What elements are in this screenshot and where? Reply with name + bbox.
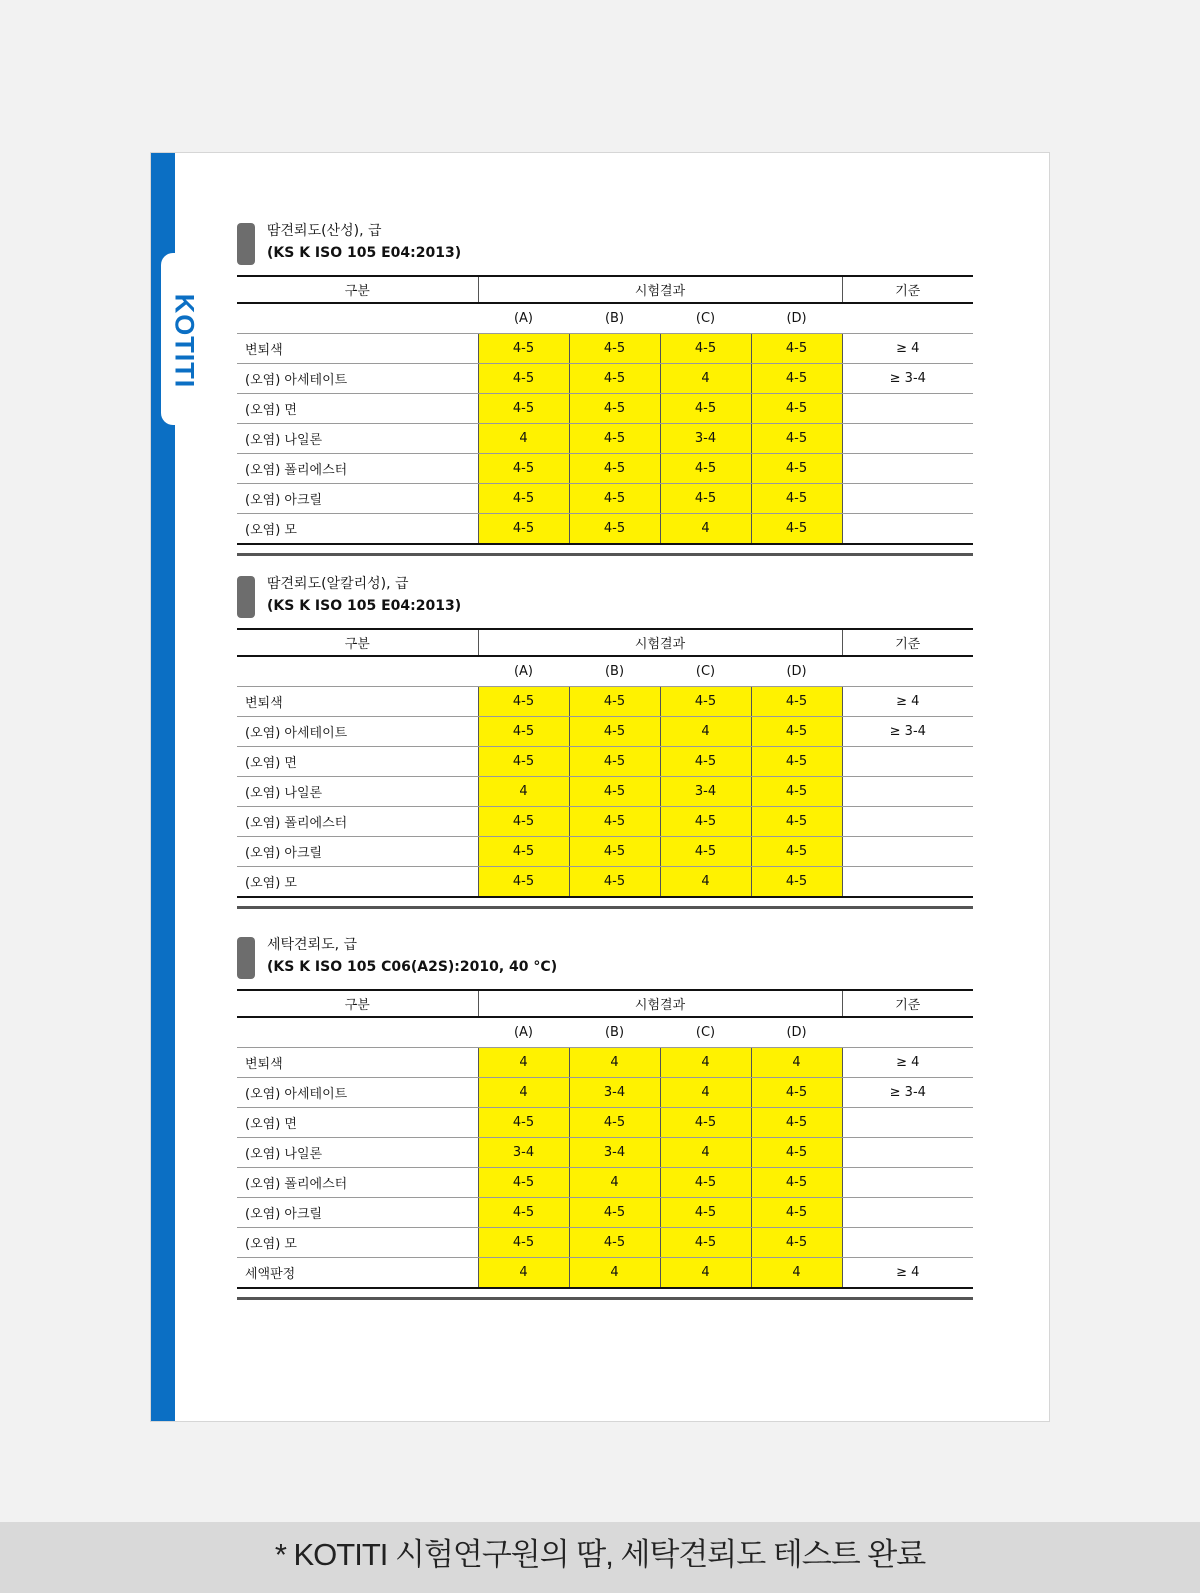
row-label: (오염) 아크릴 — [237, 1198, 478, 1228]
header-criterion: 기준 — [842, 990, 973, 1017]
section-marker — [237, 937, 255, 979]
row-label: (오염) 폴리에스터 — [237, 454, 478, 484]
criterion-value — [842, 807, 973, 837]
criterion-value: ≥ 4 — [842, 334, 973, 364]
table-row — [237, 514, 973, 545]
criterion-value — [842, 1228, 973, 1258]
table-row — [237, 777, 973, 807]
grade-value: 4-5 — [660, 837, 751, 867]
header-criterion: 기준 — [842, 629, 973, 656]
grade-value: 4-5 — [751, 364, 842, 394]
empty-cell — [237, 303, 478, 334]
row-label: (오염) 나일론 — [237, 1138, 478, 1168]
criterion-value: ≥ 4 — [842, 687, 973, 717]
table-row — [237, 454, 973, 484]
criterion-value — [842, 484, 973, 514]
criterion-value — [842, 837, 973, 867]
grade-value: 4-5 — [660, 687, 751, 717]
row-label: (오염) 아세테이트 — [237, 1078, 478, 1108]
grade-value: 4-5 — [478, 747, 569, 777]
grade-value: 4 — [751, 1258, 842, 1289]
grade-value: 4-5 — [751, 1198, 842, 1228]
table-row — [237, 364, 973, 394]
row-label: 세액판정 — [237, 1258, 478, 1289]
criterion-value — [842, 1168, 973, 1198]
sample-label: (A) — [478, 303, 569, 334]
section-title: 세탁견뢰도, 급 — [267, 937, 358, 953]
row-label: (오염) 아세테이트 — [237, 717, 478, 747]
grade-value: 4-5 — [569, 334, 660, 364]
criterion-value — [842, 394, 973, 424]
results-table — [237, 628, 973, 898]
sample-label: (D) — [751, 1017, 842, 1048]
grade-value: 4-5 — [751, 867, 842, 898]
grade-value: 4-5 — [660, 1168, 751, 1198]
grade-value: 4-5 — [751, 687, 842, 717]
grade-value: 4-5 — [751, 484, 842, 514]
sample-label-row — [237, 303, 973, 334]
grade-value: 4-5 — [478, 807, 569, 837]
table-row — [237, 1258, 973, 1289]
row-label: (오염) 모 — [237, 514, 478, 545]
grade-value: 4-5 — [751, 837, 842, 867]
grade-value: 4-5 — [660, 454, 751, 484]
grade-value: 4-5 — [569, 454, 660, 484]
grade-value: 4-5 — [478, 364, 569, 394]
grade-value: 4-5 — [751, 424, 842, 454]
grade-value: 4 — [660, 1048, 751, 1078]
grade-value: 4-5 — [569, 484, 660, 514]
grade-value: 4 — [660, 717, 751, 747]
empty-cell — [237, 656, 478, 687]
grade-value: 4-5 — [569, 1198, 660, 1228]
grade-value: 4-5 — [478, 1108, 569, 1138]
table-row — [237, 484, 973, 514]
grade-value: 4-5 — [478, 837, 569, 867]
header-category: 구분 — [237, 629, 478, 656]
row-label: 변퇴색 — [237, 334, 478, 364]
row-label: (오염) 면 — [237, 747, 478, 777]
row-label: 변퇴색 — [237, 687, 478, 717]
table-row — [237, 837, 973, 867]
table-row — [237, 717, 973, 747]
grade-value: 3-4 — [569, 1138, 660, 1168]
results-table — [237, 989, 973, 1289]
grade-value: 4-5 — [478, 1228, 569, 1258]
grade-value: 4-5 — [751, 1078, 842, 1108]
sample-label: (A) — [478, 1017, 569, 1048]
row-label: (오염) 폴리에스터 — [237, 1168, 478, 1198]
table-header-row — [237, 990, 973, 1017]
row-label: (오염) 아크릴 — [237, 837, 478, 867]
grade-value: 4 — [478, 424, 569, 454]
grade-value: 4-5 — [569, 1228, 660, 1258]
grade-value: 4-5 — [478, 1168, 569, 1198]
grade-value: 4 — [569, 1168, 660, 1198]
row-label: (오염) 모 — [237, 867, 478, 898]
table-row — [237, 1138, 973, 1168]
grade-value: 4-5 — [569, 394, 660, 424]
section-header — [237, 935, 977, 987]
row-label: (오염) 면 — [237, 394, 478, 424]
kotiti-logo: KOTITI — [169, 293, 200, 389]
table-row — [237, 687, 973, 717]
report-page — [150, 152, 1050, 1422]
sample-label: (A) — [478, 656, 569, 687]
table-row — [237, 1228, 973, 1258]
grade-value: 4-5 — [660, 807, 751, 837]
grade-value: 4 — [660, 1138, 751, 1168]
sample-label-row — [237, 656, 973, 687]
section-title: 땀견뢰도(산성), 급 — [267, 223, 382, 239]
criterion-value — [842, 1108, 973, 1138]
grade-value: 4-5 — [569, 777, 660, 807]
grade-value: 4-5 — [751, 1108, 842, 1138]
grade-value: 4 — [569, 1258, 660, 1289]
criterion-value — [842, 777, 973, 807]
grade-value: 4-5 — [478, 454, 569, 484]
header-results: 시험결과 — [478, 276, 842, 303]
grade-value: 4-5 — [569, 837, 660, 867]
sample-label: (B) — [569, 1017, 660, 1048]
empty-cell — [842, 303, 973, 334]
grade-value: 4-5 — [478, 867, 569, 898]
grade-value: 4 — [478, 1048, 569, 1078]
grade-value: 4-5 — [660, 334, 751, 364]
results-table — [237, 275, 973, 545]
section-header — [237, 221, 977, 273]
section-standard: (KS K ISO 105 E04:2013) — [267, 245, 462, 261]
row-label: (오염) 나일론 — [237, 777, 478, 807]
header-results: 시험결과 — [478, 990, 842, 1017]
row-label: (오염) 아세테이트 — [237, 364, 478, 394]
grade-value: 4 — [660, 1078, 751, 1108]
criterion-value — [842, 1138, 973, 1168]
criterion-value: ≥ 4 — [842, 1048, 973, 1078]
grade-value: 4-5 — [660, 394, 751, 424]
table-header-row — [237, 276, 973, 303]
criterion-value — [842, 747, 973, 777]
criterion-value: ≥ 3-4 — [842, 717, 973, 747]
grade-value: 3-4 — [660, 424, 751, 454]
table-row — [237, 1078, 973, 1108]
grade-value: 4 — [569, 1048, 660, 1078]
grade-value: 4-5 — [751, 334, 842, 364]
grade-value: 4-5 — [660, 747, 751, 777]
grade-value: 4 — [660, 514, 751, 545]
grade-value: 4-5 — [751, 514, 842, 545]
header-category: 구분 — [237, 276, 478, 303]
empty-cell — [237, 1017, 478, 1048]
table-row — [237, 424, 973, 454]
caption-bar — [0, 1522, 1200, 1593]
grade-value: 4-5 — [478, 514, 569, 545]
grade-value: 4-5 — [660, 1198, 751, 1228]
grade-value: 4-5 — [569, 514, 660, 545]
caption-text: * KOTITI 시험연구원의 땀, 세탁견뢰도 테스트 완료 — [274, 1537, 926, 1572]
grade-value: 4 — [660, 364, 751, 394]
grade-value: 4-5 — [569, 807, 660, 837]
table-row — [237, 1168, 973, 1198]
grade-value: 4-5 — [751, 777, 842, 807]
grade-value: 4-5 — [660, 484, 751, 514]
grade-value: 4-5 — [660, 1108, 751, 1138]
grade-value: 4 — [660, 1258, 751, 1289]
table-row — [237, 1198, 973, 1228]
grade-value: 4-5 — [569, 424, 660, 454]
grade-value: 4-5 — [478, 687, 569, 717]
grade-value: 4-5 — [751, 1138, 842, 1168]
grade-value: 4-5 — [751, 1228, 842, 1258]
grade-value: 4-5 — [478, 1198, 569, 1228]
sample-label: (C) — [660, 656, 751, 687]
criterion-value: ≥ 3-4 — [842, 364, 973, 394]
sample-label: (D) — [751, 656, 842, 687]
section-title: 땀견뢰도(알칼리성), 급 — [267, 576, 409, 592]
header-results: 시험결과 — [478, 629, 842, 656]
grade-value: 3-4 — [660, 777, 751, 807]
table-row — [237, 807, 973, 837]
table-row — [237, 1048, 973, 1078]
criterion-value — [842, 424, 973, 454]
header-criterion: 기준 — [842, 276, 973, 303]
section-marker — [237, 576, 255, 618]
table-row — [237, 394, 973, 424]
table-row — [237, 747, 973, 777]
grade-value: 4-5 — [569, 687, 660, 717]
row-label: (오염) 아크릴 — [237, 484, 478, 514]
empty-cell — [842, 1017, 973, 1048]
header-category: 구분 — [237, 990, 478, 1017]
section-end-rule — [237, 906, 973, 909]
row-label: (오염) 나일론 — [237, 424, 478, 454]
section-standard: (KS K ISO 105 C06(A2S):2010, 40 °C) — [267, 959, 558, 975]
grade-value: 4-5 — [751, 717, 842, 747]
criterion-value — [842, 514, 973, 545]
grade-value: 4 — [751, 1048, 842, 1078]
table-row — [237, 1108, 973, 1138]
section-standard: (KS K ISO 105 E04:2013) — [267, 598, 462, 614]
grade-value: 4-5 — [751, 454, 842, 484]
grade-value: 4-5 — [569, 747, 660, 777]
sample-label: (C) — [660, 303, 751, 334]
criterion-value: ≥ 3-4 — [842, 1078, 973, 1108]
grade-value: 4 — [478, 1258, 569, 1289]
row-label: (오염) 모 — [237, 1228, 478, 1258]
grade-value: 4-5 — [569, 1108, 660, 1138]
grade-value: 4-5 — [569, 364, 660, 394]
criterion-value — [842, 867, 973, 898]
grade-value: 3-4 — [478, 1138, 569, 1168]
grade-value: 4-5 — [478, 484, 569, 514]
grade-value: 4-5 — [569, 867, 660, 898]
grade-value: 4-5 — [751, 807, 842, 837]
grade-value: 4 — [478, 1078, 569, 1108]
section-marker — [237, 223, 255, 265]
section-header — [237, 574, 977, 626]
grade-value: 4-5 — [478, 334, 569, 364]
grade-value: 4-5 — [751, 747, 842, 777]
grade-value: 4-5 — [660, 1228, 751, 1258]
table-row — [237, 334, 973, 364]
section-end-rule — [237, 553, 973, 556]
sample-label: (B) — [569, 656, 660, 687]
row-label: (오염) 면 — [237, 1108, 478, 1138]
grade-value: 4-5 — [478, 394, 569, 424]
test-section — [237, 574, 977, 891]
sample-label: (D) — [751, 303, 842, 334]
row-label: (오염) 폴리에스터 — [237, 807, 478, 837]
sample-label: (B) — [569, 303, 660, 334]
test-section — [237, 935, 977, 1282]
grade-value: 4 — [660, 867, 751, 898]
table-header-row — [237, 629, 973, 656]
grade-value: 4-5 — [751, 1168, 842, 1198]
criterion-value: ≥ 4 — [842, 1258, 973, 1289]
sample-label: (C) — [660, 1017, 751, 1048]
criterion-value — [842, 454, 973, 484]
grade-value: 4-5 — [569, 717, 660, 747]
grade-value: 4 — [478, 777, 569, 807]
criterion-value — [842, 1198, 973, 1228]
row-label: 변퇴색 — [237, 1048, 478, 1078]
grade-value: 3-4 — [569, 1078, 660, 1108]
section-end-rule — [237, 1297, 973, 1300]
table-row — [237, 867, 973, 898]
grade-value: 4-5 — [478, 717, 569, 747]
test-section — [237, 221, 977, 538]
sample-label-row — [237, 1017, 973, 1048]
empty-cell — [842, 656, 973, 687]
grade-value: 4-5 — [751, 394, 842, 424]
